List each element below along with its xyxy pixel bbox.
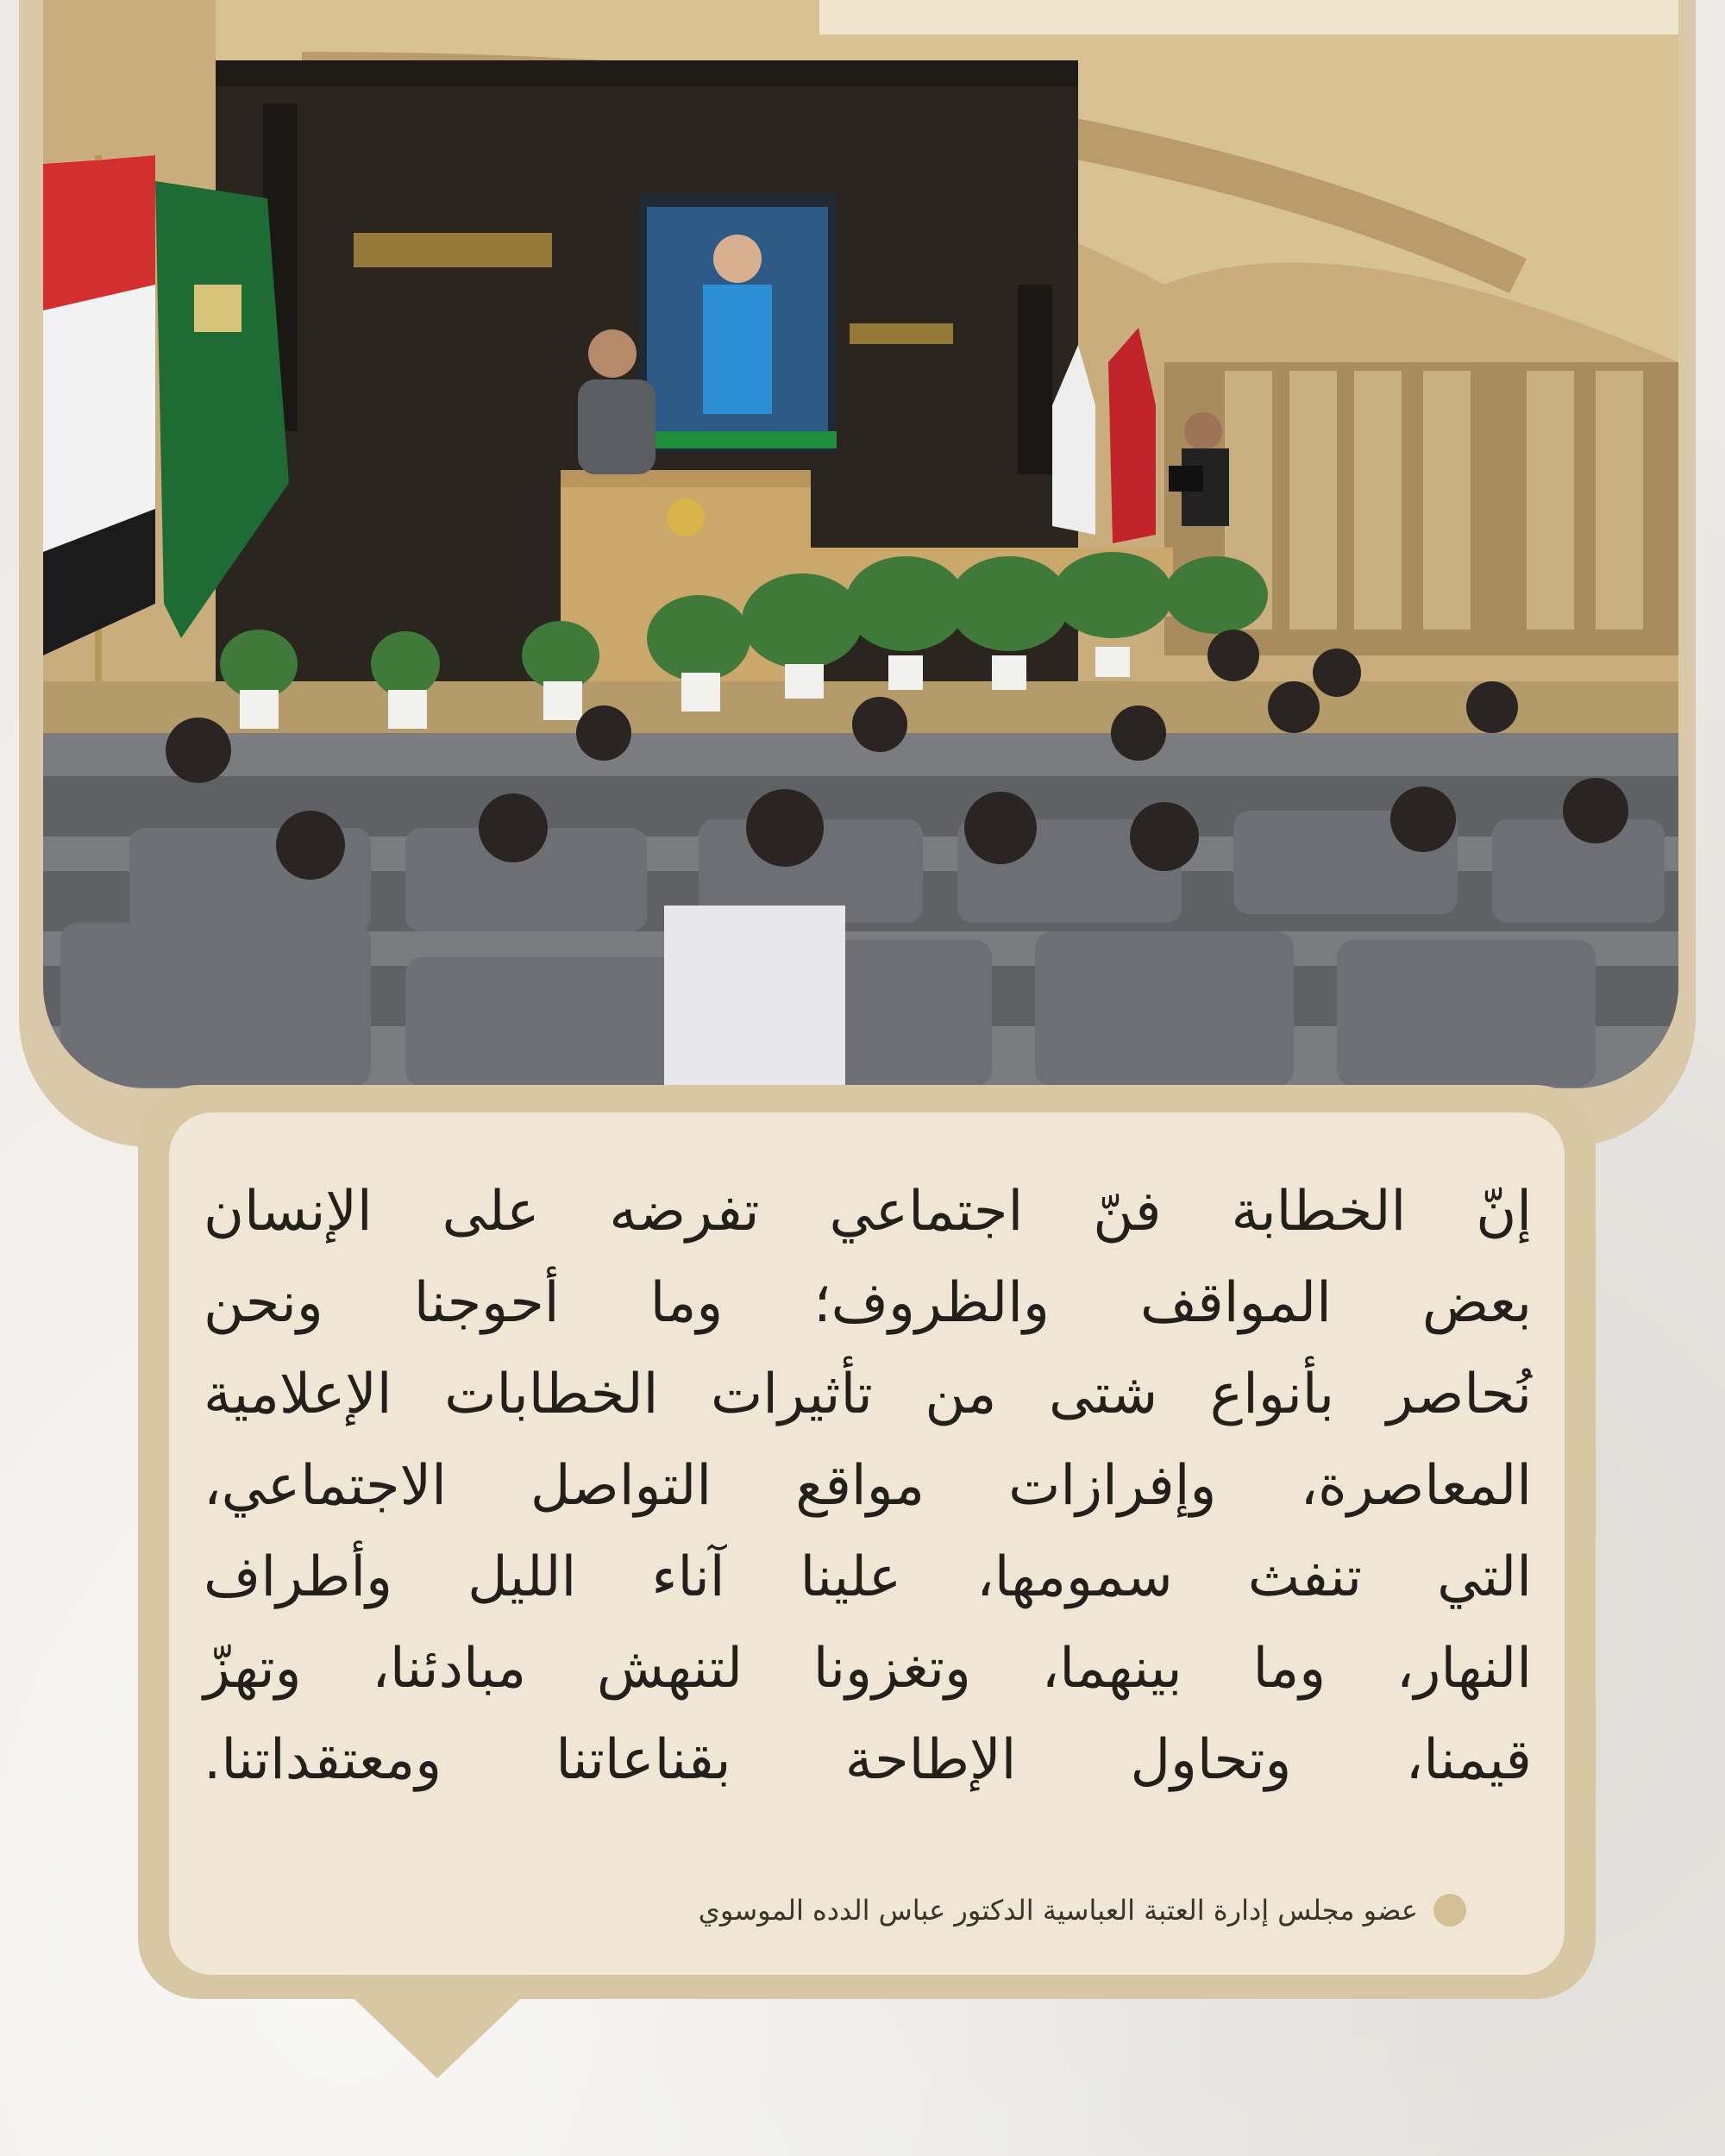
quote-line: النهار، وما بينهما، وتغزونا لتنهش مبادئنا، وتهزّ xyxy=(204,1637,1532,1701)
attribution xyxy=(699,1894,1466,1927)
conference-hall-photo xyxy=(43,0,1678,1088)
attribution-text: عضو مجلس إدارة العتبة العباسية الدكتور عباس الدده الموسوي xyxy=(698,1894,1418,1927)
quote-line: نُحاصر بأنواع شتى من تأثيرات الخطابات الإعلامية xyxy=(204,1363,1532,1426)
bullet-dot-icon xyxy=(1433,1894,1466,1927)
quote-text xyxy=(204,1166,1532,1806)
quote-line: إنّ الخطابة فنّ اجتماعي تفرضه على الإنسان xyxy=(204,1180,1532,1244)
quote-line: قيمنا، وتحاول الإطاحة بقناعاتنا ومعتقداتنا. xyxy=(204,1728,1532,1792)
quote-line: المعاصرة، وإفرازات مواقع التواصل الاجتماعي، xyxy=(204,1454,1532,1518)
quote-line: التي تنفث سمومها، علينا آناء الليل وأطراف xyxy=(204,1545,1532,1609)
quote-line: بعض المواقف والظروف؛ وما أحوجنا ونحن xyxy=(204,1271,1532,1335)
speech-pointer xyxy=(338,1984,536,2078)
